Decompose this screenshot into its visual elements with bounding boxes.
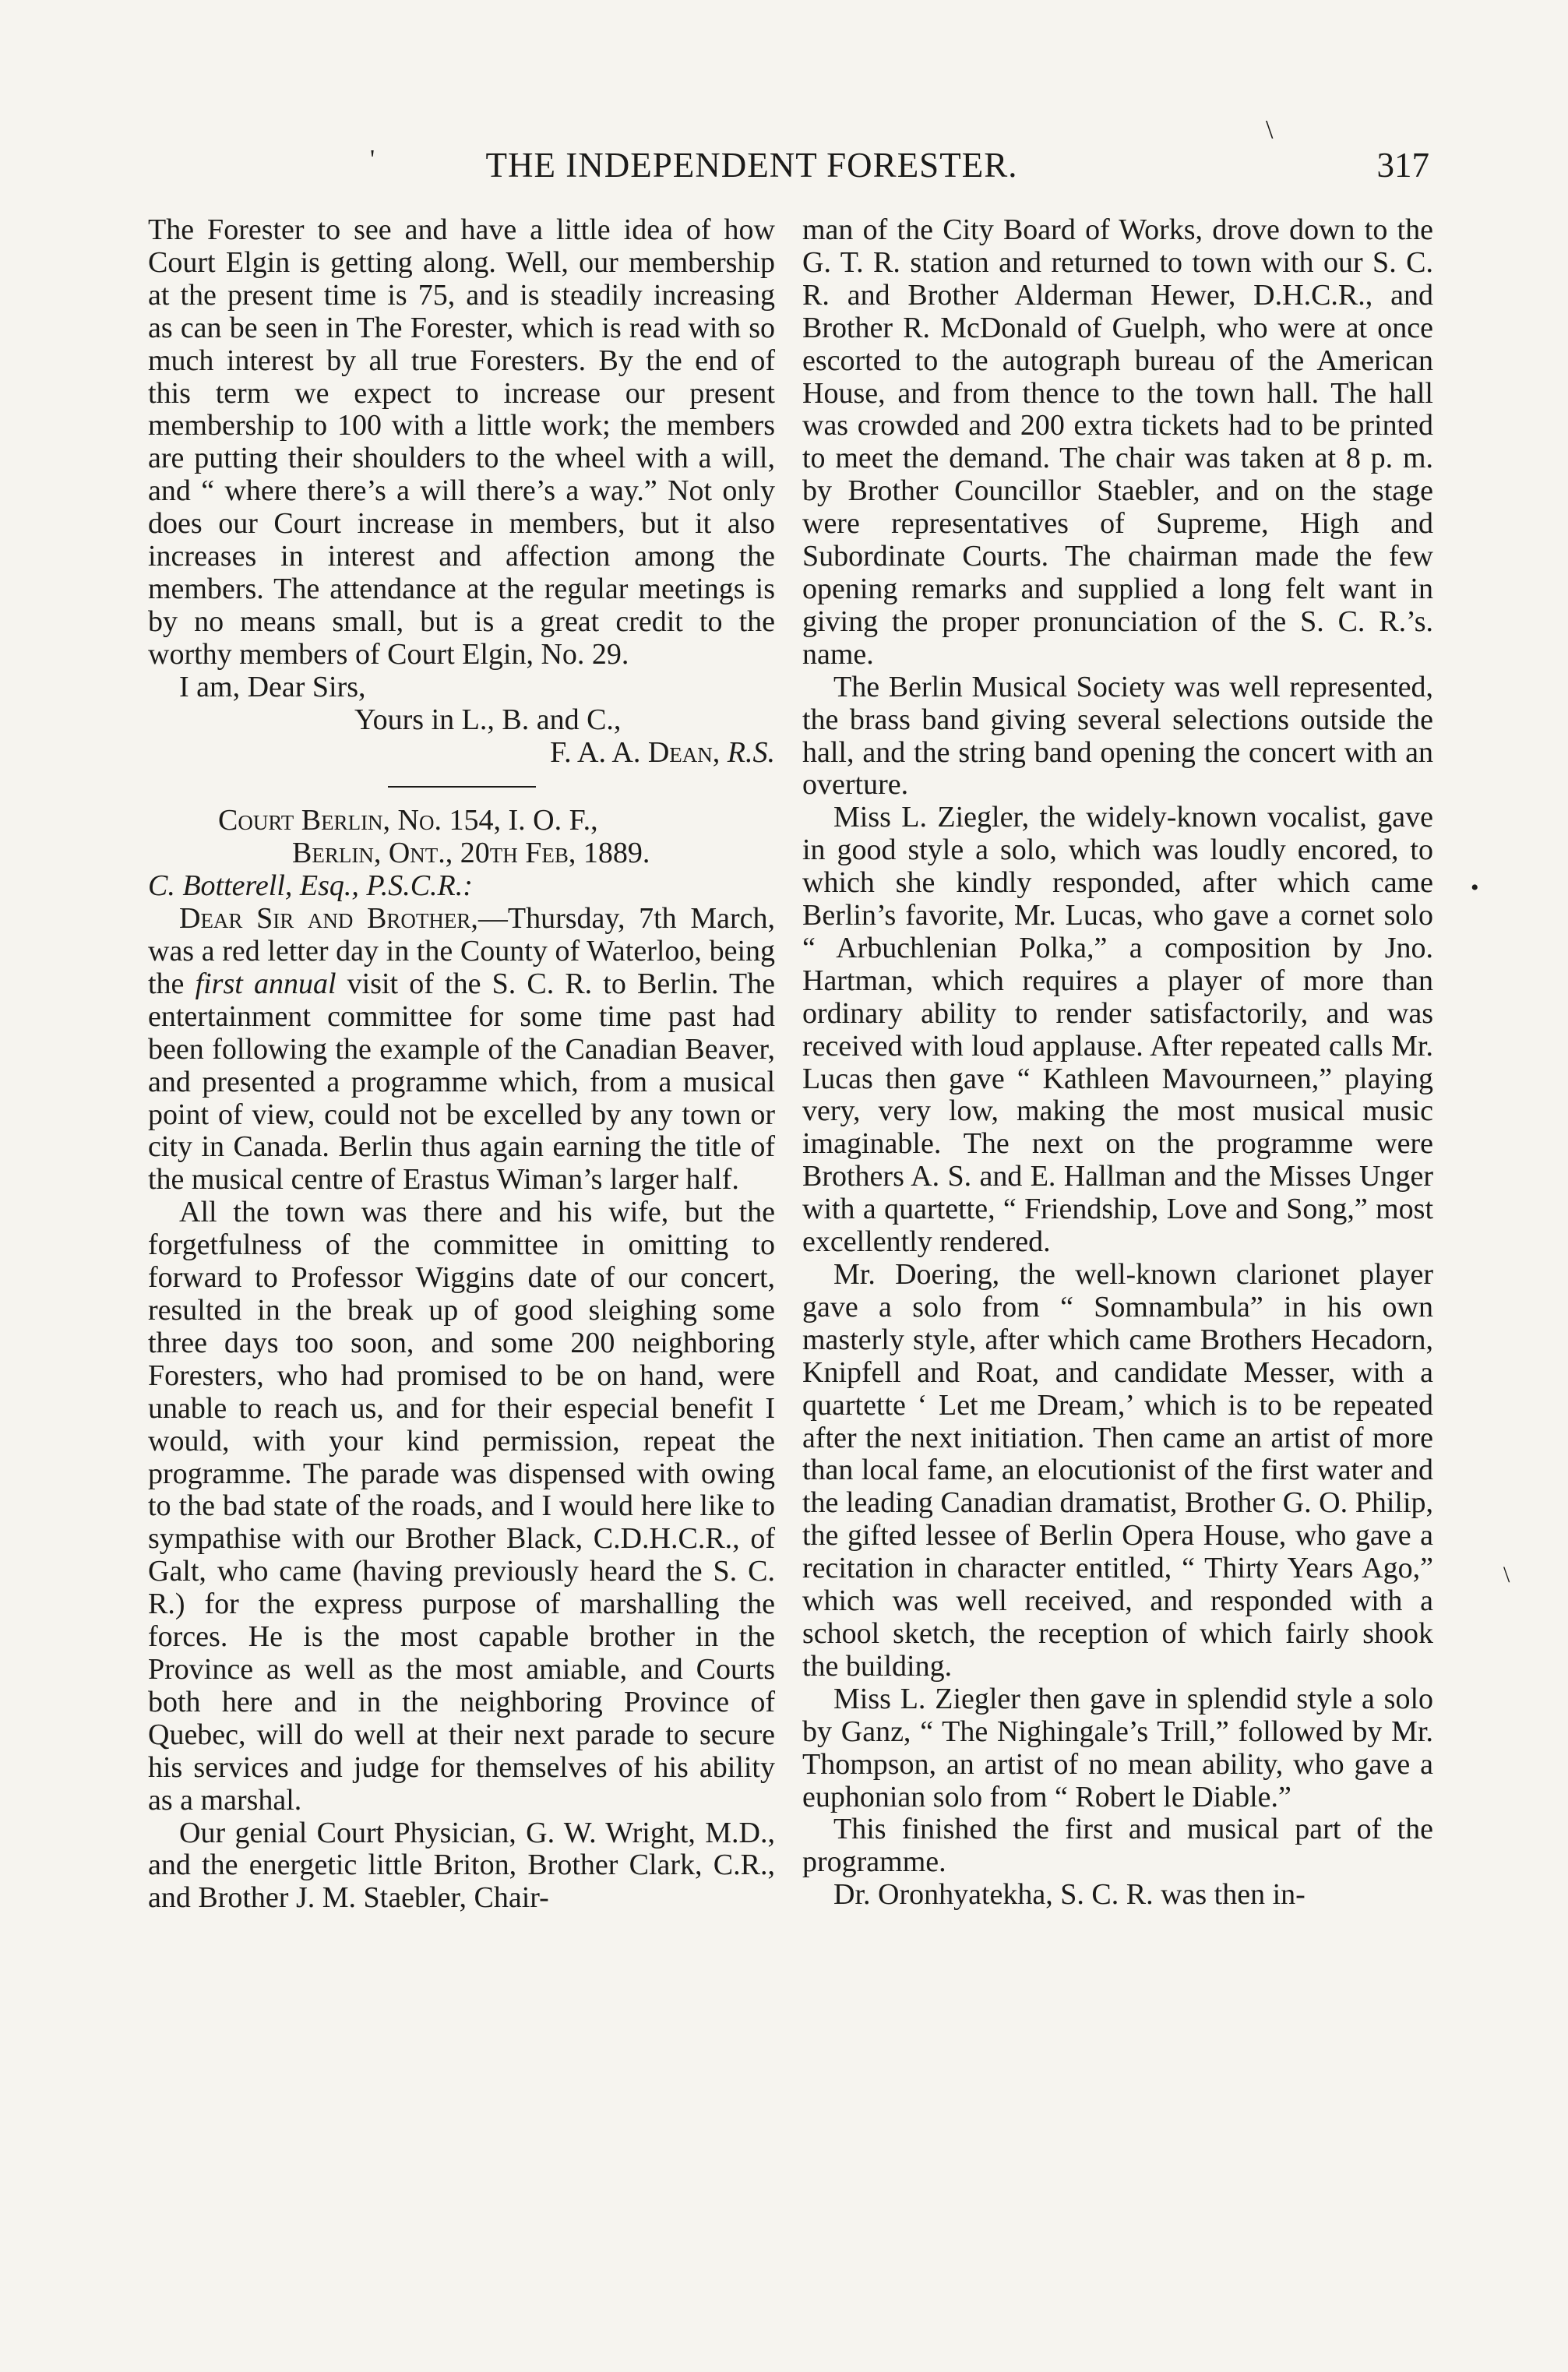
letter-signature <box>148 737 775 770</box>
article-paragraph: Mr. Doering, the well-known clarionet player gave a solo from “ Somnambula” in his own masterly style, after which came Brothers Hecadorn, Knipfell and Roat, and candidate Messer, with a quartette ‘ Let me Dream,’ which is to be repeated after the next initiation. Then came an artist of more than local fame, an elocutionist of the first water and the leading Canadian dramatist, Brother G. O. Philip, the gifted lessee of Berlin Opera House, who gave a recitation in character entitled, “ Thirty Years Ago,” which was well received, and responded with a school sketch, the reception of which fairly shook the building. <box>802 1258 1433 1683</box>
ink-speck: \ <box>1503 1562 1510 1588</box>
section-divider <box>388 786 536 788</box>
letter-paragraph: Dear Sir and Brother,—Thursday, 7th March, was a red letter day in the County of Waterloo, being the first annual visit of the S. C. R. to Berlin. The entertainment committee for some time past had been following the example of the Canadian Beaver, and presented a programme which, from a musical point of view, could not be excelled by any town or city in Canada. Berlin thus again earning the title of the musical centre of Erastus Wiman’s larger half. <box>148 902 775 1197</box>
page-number: 317 <box>1376 146 1429 185</box>
letter-yours: Yours in L., B. and C., <box>354 703 622 736</box>
left-column <box>148 214 775 1915</box>
signature-name: F. A. A. Dean, <box>550 735 721 769</box>
letter-paragraph: Our genial Court Physician, G. W. Wright, M.D., and the energetic little Briton, Brother Clark, C.R., and Brother J. M. Staebler, Chair- <box>148 1816 775 1915</box>
article-paragraph: The Berlin Musical Society was well represented, the brass band giving several selections outside the hall, and the string band opening the concert with an overture. <box>802 670 1433 802</box>
addressee: C. Botterell, Esq., P.S.C.R.: <box>148 869 473 903</box>
dateline: Berlin, Ont., 20th Feb, 1889. <box>292 837 650 870</box>
court-heading: Court Berlin, No. 154, I. O. F., <box>218 804 598 837</box>
signature-title: R.S. <box>727 735 775 769</box>
letter-paragraph: The Forester to see and have a little idea of how Court Elgin is getting along. Well, our membership at the present time is 75, and is steadily increasing as can be seen in The Forester, which is read with so much interest by all true Foresters. By the end of this term we expect to increase our present membership to 100 with a little work; the members are putting their shoulders to the wheel with a will, and “ where there’s a will there’s a way.” Not only does our Court increase in members, but it also increases in interest and affection among the members. The attendance at the regular meetings is by no means small, but is a great credit to the worthy members of Court Elgin, No. 29. <box>148 213 775 671</box>
article-paragraph: Miss L. Ziegler, the widely-known vocalist, gave in good style a solo, which was loudly encored, to which she kindly responded, after which came Berlin’s favorite, Mr. Lucas, who gave a cornet solo “ Arbuchlenian Polka,” a composition by Jno. Hartman, which requires a player of more than ordinary ability to render satisfactorily, and was received with loud applause. After repeated calls Mr. Lucas then gave “ Kathleen Mavourneen,” playing very, very low, making the most musical music imaginable. The next on the programme were Brothers A. S. and E. Hallman and the Misses Unger with a quartette, “ Friendship, Love and Song,” most excellently rendered. <box>802 801 1433 1259</box>
article-paragraph: Dr. Oronhyatekha, S. C. R. was then in- <box>833 1878 1305 1912</box>
page-header: ' THE INDEPENDENT FORESTER. \ 317 <box>136 142 1445 189</box>
salutation: Dear Sir and Brother, <box>179 902 478 936</box>
running-title: THE INDEPENDENT FORESTER. <box>485 146 1018 185</box>
article-paragraph: Miss L. Ziegler then gave in splendid style a solo by Ganz, “ The Nighingale’s Trill,” followed by Mr. Thompson, an artist of no mean ability, who gave a euphonian solo from “ Robert le Diable.” <box>802 1682 1433 1813</box>
article-paragraph: man of the City Board of Works, drove down to the G. T. R. station and returned to town with our S. C. R. and Brother Alderman Hewer, D.H.C.R., and Brother R. McDonald of Guelph, who were at once escorted to the autograph bureau of the American House, and from thence to the town hall. The hall was crowded and 200 extra tickets had to be printed to meet the demand. The chair was taken at 8 p. m. by Brother Councillor Staebler, and on the stage were representatives of Supreme, High and Subordinate Courts. The chairman made the few opening remarks and supplied a long felt want in giving the proper pronunciation of the S. C. R.’s. name. <box>802 213 1433 671</box>
ink-speck: • <box>1471 875 1479 901</box>
letter-paragraph: All the town was there and his wife, but the forgetfulness of the committee in omitting to forward to Professor Wiggins date of our concert, resulted in the break up of good sleighing some three days too soon, and some 200 neighboring Foresters, who had promised to be on hand, were unable to reach us, and for their especial benefit I would, with your kind permission, repeat the programme. The parade was dispensed with owing to the bad state of the roads, and I would here like to sympathise with our Brother Black, C.D.H.C.R., of Galt, who came (having previously heard the S. C. R.) for the express purpose of marshalling the forces. He is the most capable brother in the Province as well as the most amiable, and Courts both here and in the neighboring Province of Quebec, will do well at their next parade to secure his services and judge for themselves of his ability as a marshal. <box>148 1196 775 1817</box>
right-column <box>802 214 1433 1912</box>
letter-closing: I am, Dear Sirs, <box>179 670 366 703</box>
article-paragraph: This finished the first and musical part of the programme. <box>802 1813 1433 1879</box>
